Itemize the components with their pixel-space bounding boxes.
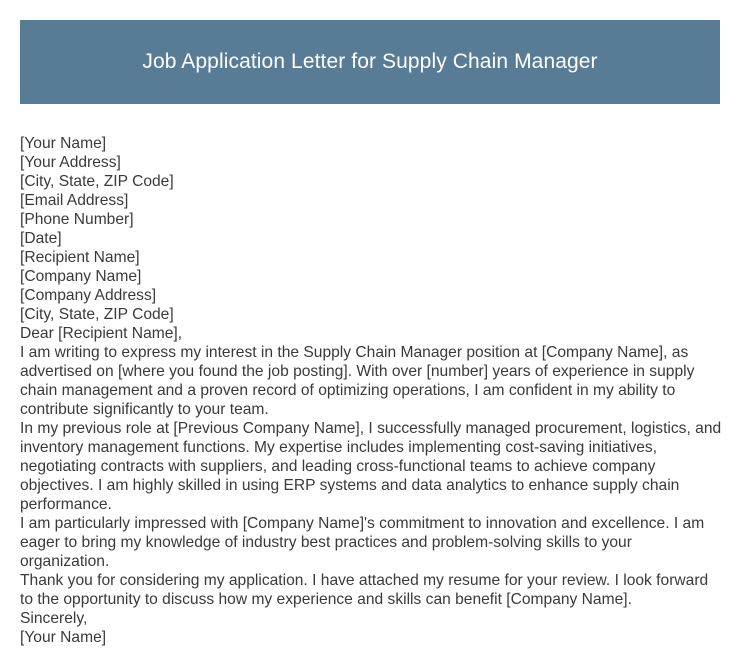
signature: [Your Name] [20,629,107,646]
page-title: Job Application Letter for Supply Chain Manager [142,50,598,73]
sender-phone: [Phone Number] [20,211,134,228]
paragraph-experience: In my previous role at [Previous Company Name], I successfully managed procurement, logistics, and inventory management functions. My expertise includes implementing cost-saving initiatives, negotiating contracts with suppliers, and leading cross-functional teams to achieve company objectives. I am highly skilled in using ERP systems and data analytics to enhance supply chain performance. [20,420,722,513]
recipient-city-state-zip: [City, State, ZIP Code] [20,306,174,323]
sender-email: [Email Address] [20,192,129,209]
salutation: Dear [Recipient Name], [20,325,183,342]
paragraph-closing: Thank you for considering my application. I have attached my resume for your review. I look forward to the opportunity to discuss how my experience and skills can benefit [Company Name]. [20,572,709,608]
sender-name: [Your Name] [20,135,107,152]
letter-date: [Date] [20,230,62,247]
title-banner [20,20,720,104]
letter-body [20,134,722,647]
paragraph-interest: I am particularly impressed with [Company Name]'s commitment to innovation and excellence. I am eager to bring my knowledge of industry best practices and problem-solving skills to your organization. [20,515,705,570]
recipient-name: [Recipient Name] [20,249,140,266]
recipient-company-address: [Company Address] [20,287,157,304]
paragraph-intro: I am writing to express my interest in the Supply Chain Manager position at [Company Name], as advertised on [where you found the job posting]. With over [number] years of experience in supply chain management and a proven record of optimizing operations, I am confident in my ability to contribute significantly to your team. [20,344,695,418]
sender-city-state-zip: [City, State, ZIP Code] [20,173,174,190]
sender-address: [Your Address] [20,154,121,171]
closing: Sincerely, [20,610,88,627]
recipient-company: [Company Name] [20,268,142,285]
